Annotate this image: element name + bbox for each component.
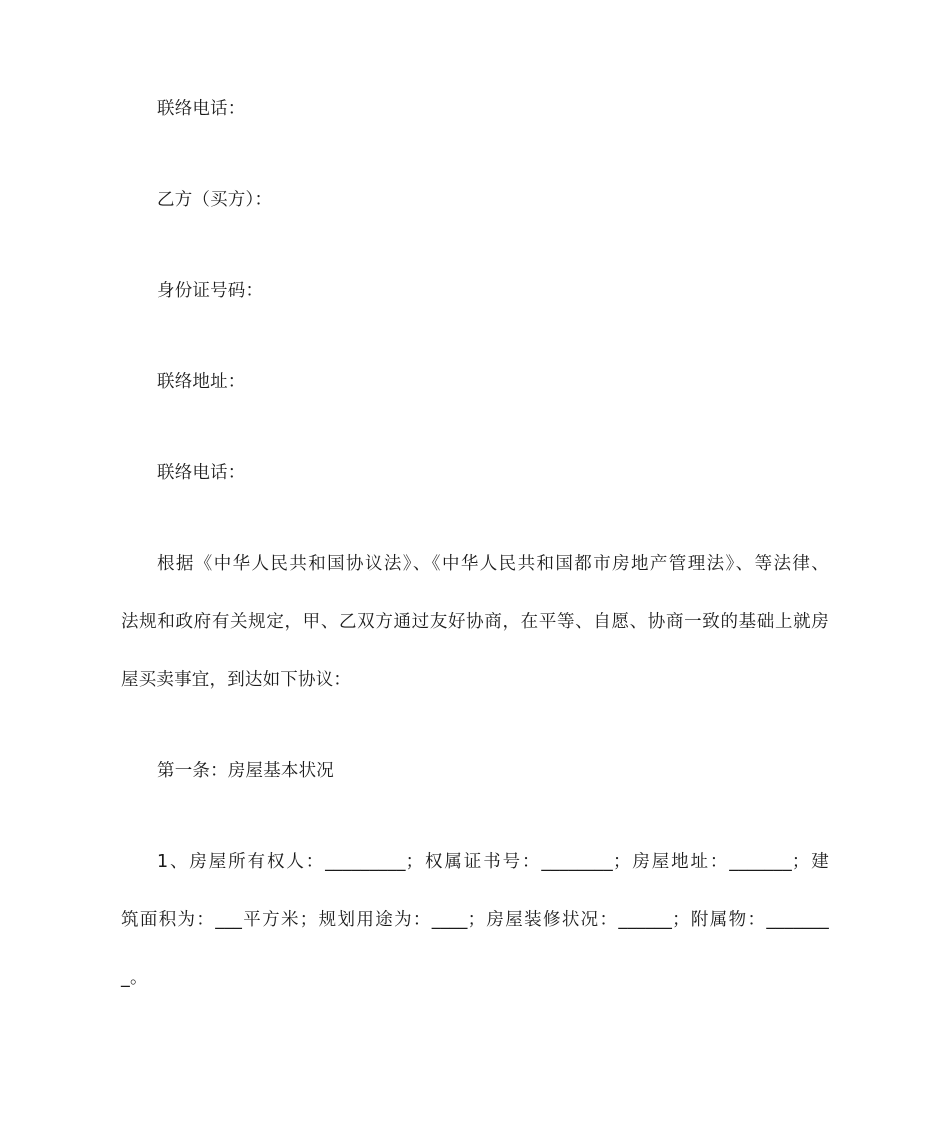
preamble-line-1: 根据《中华人民共和国协议法》、《中华人民共和国都市房地产管理法》、等法律、 xyxy=(157,554,829,574)
article-1-item-1-line-2: 筑面积为：___平方米；规划用途为：____；房屋装修状况：______；附属物：_______ xyxy=(121,910,829,930)
preamble-line-2: 法规和政府有关规定，甲、乙双方通过友好协商，在平等、自愿、协商一致的基础上就房 xyxy=(121,612,829,632)
contact-address-label: 联络地址： xyxy=(157,372,246,392)
id-number-label: 身份证号码： xyxy=(157,281,264,301)
buyer-phone-label: 联络电话： xyxy=(157,463,246,483)
article-1-item-1-line-3: _。 xyxy=(121,968,148,988)
party-b-label: 乙方（买方）： xyxy=(157,190,273,210)
article-1-item-1-line-1: 1、房屋所有权人：_________；权属证书号：________；房屋地址：_______；建 xyxy=(157,852,829,872)
article-1-heading: 第一条：房屋基本状况 xyxy=(157,761,334,781)
preamble-line-3: 屋买卖事宜，到达如下协议： xyxy=(121,670,352,690)
seller-phone-label: 联络电话： xyxy=(157,99,246,119)
